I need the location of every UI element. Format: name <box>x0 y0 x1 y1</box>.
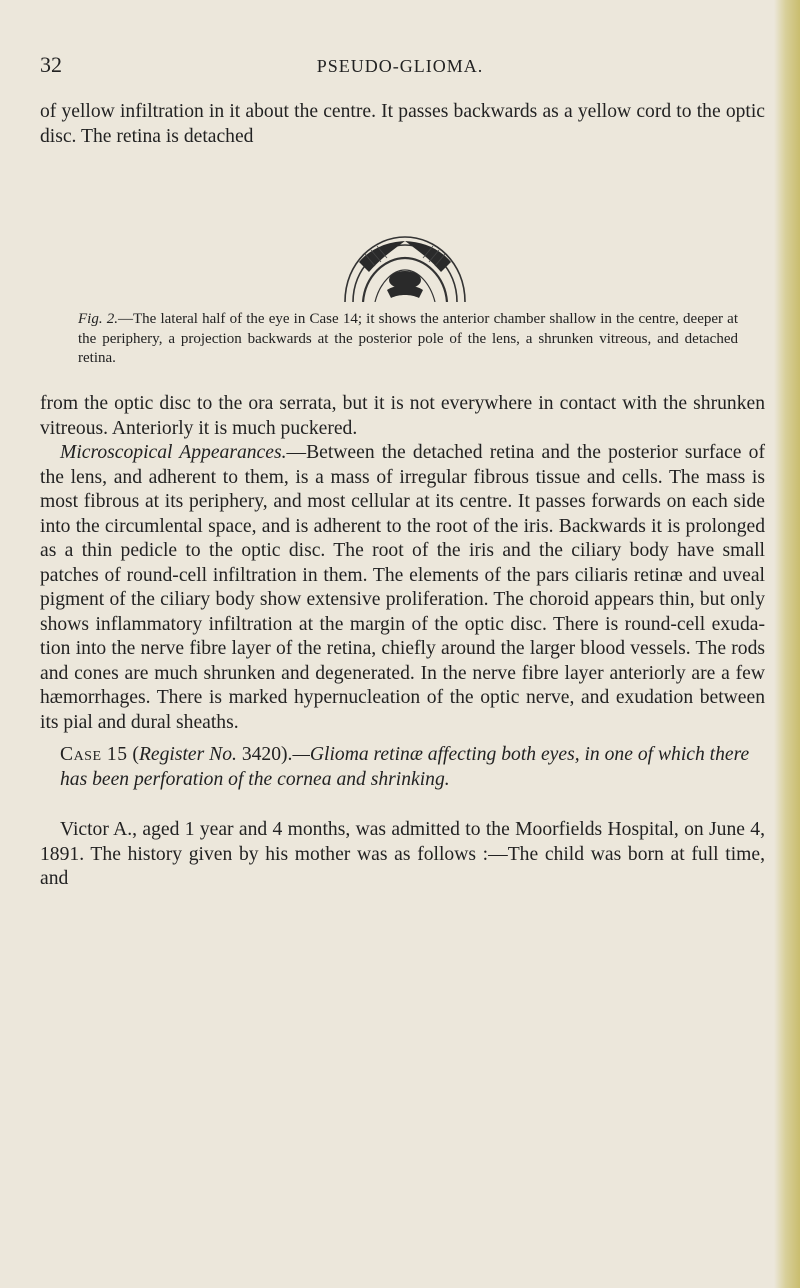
paragraph-microscopical <box>40 441 765 735</box>
figure-caption <box>78 310 738 369</box>
case-heading <box>60 742 760 792</box>
paragraph-microscopical-text <box>40 441 765 735</box>
running-title: PSEUDO-GLIOMA. <box>316 56 484 76</box>
eye-section-figure <box>335 232 475 302</box>
microscopical-body: —Between the detached retina and the posterior surface of the lens, and adherent to them, is a mass of irregular fibrous tissue and cells. The mass is most fibrous at its periphery, and most cellular at its centre. It passes forwards on each side into the circumlental space, and is adherent to the root of the iris. Backwards it is prolonged as a thin pedicle to the optic disc. The root of the iris and the ciliary body have small patches of round-cell infiltration in them. The elements of the pars ciliaris retinæ and uveal pigment of the ciliary body show extensive proliferation. The choroid appears thin, but only shows inflammatory infiltration at the margin of the optic disc. There is round-cell exudation into the nerve fibre layer of the retina, chiefly around the larger blood vessels. The rods and cones are much shrunken and degenerated. In the nerve fibre layer anteriorly are a few hæmorrhages. There is marked hypernucleation of the optic nerve, and exudation between its pial and dural sheaths. <box>40 442 765 733</box>
page-number: 32 <box>40 52 62 77</box>
paragraph-intro-text: of yellow infiltration in it about the centre. It passes backwards as a yellow cord to the optic disc. The retina is detached <box>40 101 765 147</box>
paragraph-intro <box>40 100 765 149</box>
running-head <box>40 52 760 82</box>
paragraph-retina-text: from the optic disc to the ora serrata, but it is not everywhere in contact with the shrunken vitreous. Anteriorly it is much puckered. <box>40 393 765 439</box>
paragraph-victor-text: Victor A., aged 1 year and 4 months, was admitted to the Moorfields Hospital, on June 4, 1891. The history given by his mother was as follows :—The child was born at full time, and <box>40 819 765 889</box>
page-edge-shading <box>774 0 800 1288</box>
case-register: Register No. <box>138 744 237 765</box>
figure-label: Fig. 2. <box>78 311 118 327</box>
paragraph-victor <box>40 818 765 892</box>
case-register-number: 3420). <box>236 744 293 765</box>
case-title: —Glioma retinæ affecting both eyes, in one of which there has been perforation of the cornea and shrinking. <box>60 744 750 790</box>
figure-caption-text: —The lateral half of the eye in Case 14; it shows the anterior chamber shallow in the centre, deeper at the periphery, a projection backwards at the posterior pole of the lens, a shrunken vitreous, and detached retina. <box>78 311 738 366</box>
case-label: Case 15 <box>60 744 128 765</box>
microscopical-heading: Microscopical Appearances. <box>60 442 287 463</box>
case-register-open: ( <box>132 744 139 765</box>
paragraph-retina <box>40 392 765 441</box>
